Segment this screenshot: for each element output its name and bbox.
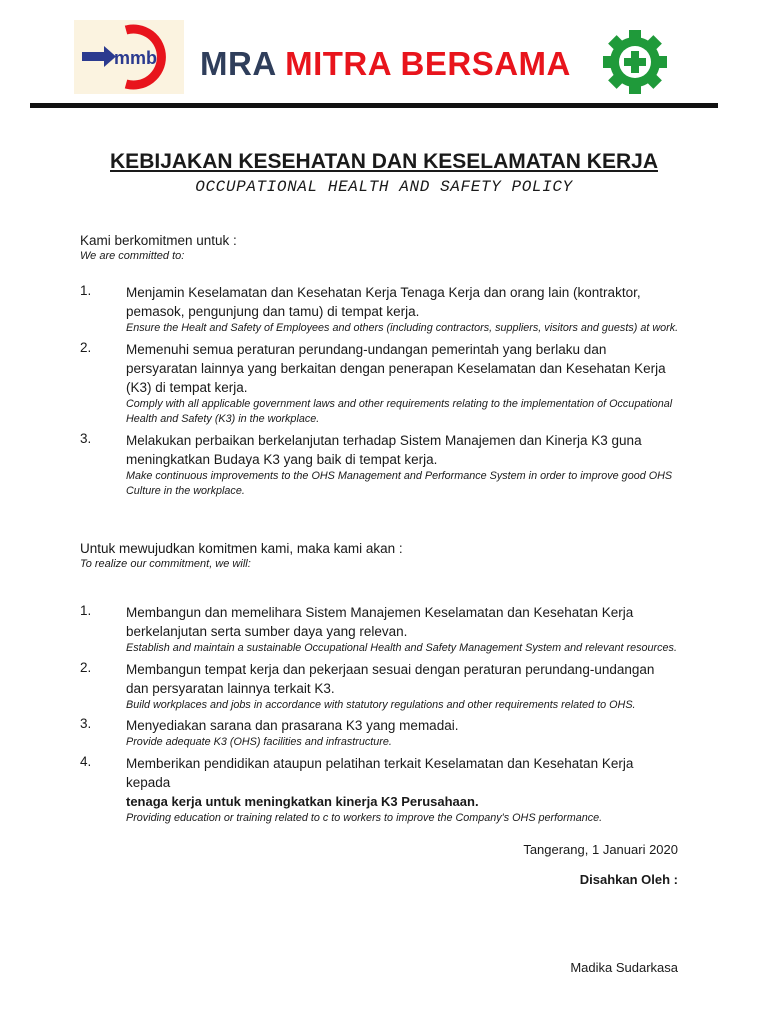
company-name-part1: MRA (200, 45, 276, 82)
list-item (80, 716, 680, 751)
header-divider (30, 103, 718, 108)
item-text-en: Build workplaces and jobs in accordance with statutory regulations and other requirements related to OHS. (126, 698, 636, 711)
list-item (80, 283, 680, 337)
svg-text:mmb: mmb (114, 48, 158, 68)
mmb-logo-icon (74, 20, 184, 94)
item-text-en: Establish and maintain a sustainable Occupational Health and Safety Management System and relevant resources. (126, 642, 677, 654)
list-item (80, 340, 680, 428)
item-text-id: Membangun dan memelihara Sistem Manajemen Keselamatan dan Kesehatan Kerja berkelanjutan serta sumber daya yang relevan. (126, 605, 634, 639)
letterhead (0, 0, 768, 110)
company-name (200, 45, 571, 83)
list-number: 3. (80, 430, 92, 446)
item-text-en: Make continuous improvements to the OHS Management and Performance System in order to improve good OHS Culture in the workplace. (126, 469, 673, 497)
document-title: KEBIJAKAN KESEHATAN DAN KESELAMATAN KERJA (110, 150, 658, 173)
approved-by: Disahkan Oleh : (579, 872, 678, 887)
item-text-en: Providing education or training related to c to workers to improve the Company's OHS performance. (126, 811, 603, 824)
item-text-id: Menjamin Keselamatan dan Kesehatan Kerja Tenaga Kerja dan orang lain (kontraktor, pemasok, pengunjung dan tamu) di tempat kerja. (126, 285, 641, 319)
section1-heading-en: We are committed to: (80, 250, 185, 262)
action-list (80, 603, 680, 826)
list-number: 2. (80, 659, 92, 675)
k3-gear-icon (600, 27, 670, 97)
list-item (80, 431, 680, 500)
item-text-id: Memberikan pendidikan ataupun pelatihan terkait Keselamatan dan Kesehatan Kerja kepada (126, 755, 634, 790)
item-text-en: Comply with all applicable government laws and other requirements relating to the implementation of Occupational Health and Safety (K3) in the workplace. (126, 397, 673, 425)
place-date: Tangerang, 1 Januari 2020 (523, 842, 678, 857)
item-text-id: Melakukan perbaikan berkelanjutan terhadap Sistem Manajemen dan Kinerja K3 guna meningkatkan Budaya K3 yang baik di tempat kerja. (126, 432, 642, 467)
item-text-id-bold: tenaga kerja untuk meningkatkan kinerja K3 Perusahaan. (126, 793, 479, 809)
document-subtitle: OCCUPATIONAL HEALTH AND SAFETY POLICY (195, 178, 573, 196)
item-text-en: Ensure the Healt and Safety of Employees and others (including contractors, suppliers, visitors and guests) at work. (126, 322, 679, 334)
item-text-id: Memenuhi semua peraturan perundang-undangan pemerintah yang berlaku dan persyaratan lainnya yang berkaitan dengan penerapan Keselamatan dan Kesehatan Kerja (K3) di tempat kerja. (126, 341, 666, 395)
signatory-name: Madika Sudarkasa (570, 960, 678, 975)
list-number: 1. (80, 283, 92, 298)
item-text-id: Membangun tempat kerja dan pekerjaan sesuai dengan peraturan perundang-undangan dan persyaratan lainnya terkait K3. (126, 661, 655, 696)
item-text-id: Menyediakan sarana dan prasarana K3 yang memadai. (126, 718, 459, 733)
list-number: 3. (80, 716, 92, 731)
item-text-en: Provide adequate K3 (OHS) facilities and infrastructure. (126, 736, 392, 748)
company-name-part2: MITRA BERSAMA (285, 45, 571, 82)
commitment-list (80, 283, 680, 500)
section2-heading: Untuk mewujudkan komitmen kami, maka kami akan : (80, 541, 403, 556)
section2-heading-en: To realize our commitment, we will: (80, 558, 251, 570)
list-item (80, 754, 680, 827)
list-number: 2. (80, 339, 92, 355)
list-item (80, 660, 680, 714)
mmb-logo (74, 20, 184, 94)
list-number: 1. (80, 603, 92, 618)
section1-heading: Kami berkomitmen untuk : (80, 233, 237, 248)
list-item (80, 603, 680, 657)
list-number: 4. (80, 753, 92, 769)
